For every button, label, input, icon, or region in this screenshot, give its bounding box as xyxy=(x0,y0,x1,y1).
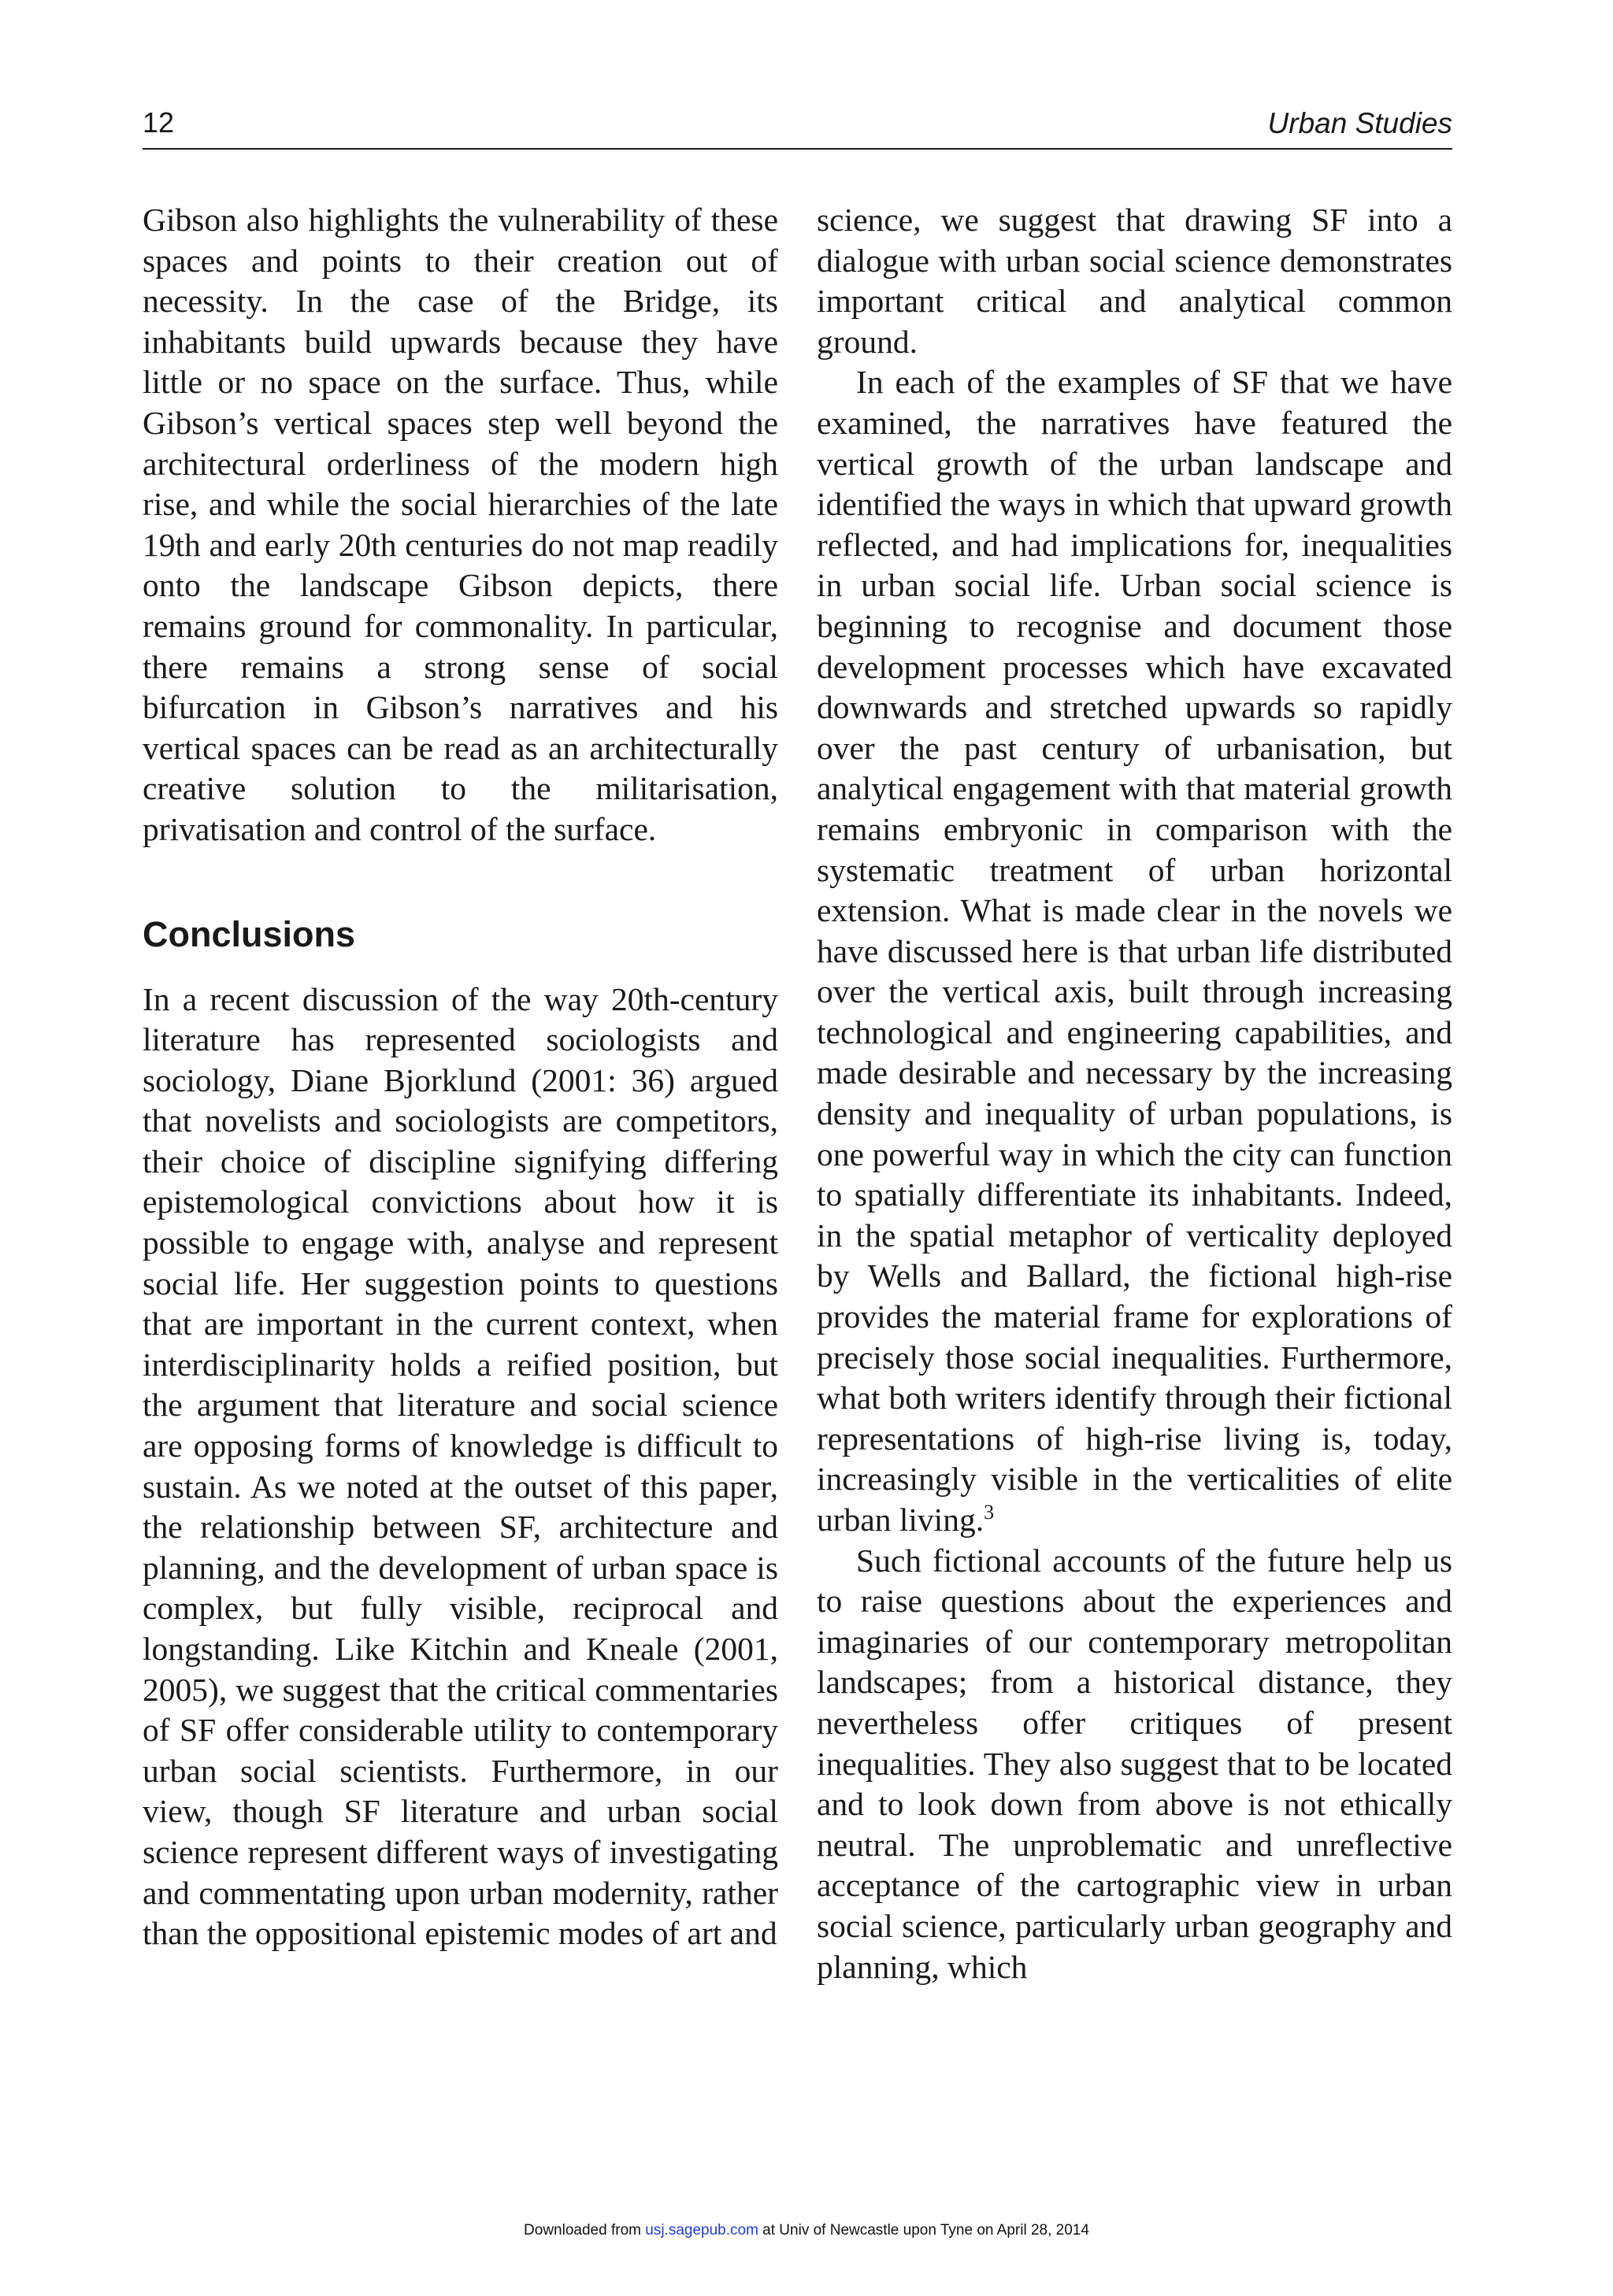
paragraph-text: In each of the examples of SF that we have examined, the narratives have featured the vertical growth of the urban landscape and identified the ways in which that upward growth reflected, and had implications for, inequalities in urban social life. Urban social science is beginning to recognise and document those development processes which have excavated downwards and stretched upwards so rapidly over the past century of urbanisation, but analytical engagement with that material growth remains embryonic in comparison with the systematic treatment of urban horizontal extension. What is made clear in the novels we have discussed here is that urban life distributed over the vertical axis, built through increasing technological and engineering capabilities, and made desirable and necessary by the increasing density and inequality of urban populations, is one powerful way in which the city can function to spatially differentiate its inhabitants. Indeed, in the spatial metaphor of verticality deployed by Wells and Ballard, the fictional high-rise provides the material frame for explorations of precisely those social inequalities. Furthermore, what both writers identify through their fictional representations of high-rise living is, today, increasingly visible in the verticalities of elite urban living. xyxy=(817,364,1452,1538)
body-paragraph: In a recent discussion of the way 20th-century literature has represented sociologists and sociology, Diane Bjorklund (2001: 36) argued that novelists and sociologists are competitors, their choice of discipline signifying differing epistemological convictions about how it is possible to engage with, analyse and represent social life. Her suggestion points to questions that are important in the current context, when interdisciplinarity holds a reified position, but the argument that literature and social science are opposing forms of knowledge is difficult to sustain. As we noted at the outset of this paper, the relationship between SF, architecture and planning, and the development of urban space is complex, but fully visible, reciprocal and longstanding. Like Kitchin and Kneale (2001, 2005), we suggest that the critical commentaries of SF offer considerable utility to contemporary urban social scientists. Furthermore, in our view, though SF literature and urban social science represent different ways of investigating and commentating upon urban modernity, rather than the oppositional epistemic modes of art and xyxy=(143,980,778,1952)
section-heading: Conclusions xyxy=(143,913,356,954)
right-column xyxy=(817,200,1452,1987)
header-rule xyxy=(143,148,1452,150)
footnote-marker[interactable]: 3 xyxy=(984,1501,995,1524)
footer-link[interactable]: usj.sagepub.com xyxy=(645,2222,758,2239)
body-paragraph xyxy=(817,362,1452,1540)
left-column xyxy=(143,200,778,1954)
download-footer xyxy=(0,2222,1613,2239)
body-paragraph: Such fictional accounts of the future help us to raise questions about the experiences and imaginaries of our contemporary metropolitan landscapes; from a historical distance, they nevertheless offer critiques of present inequalities. They also suggest that to be located and to look down from above is not ethically neutral. The unproblematic and unreflective acceptance of the cartographic view in urban social science, particularly urban geography and planning, which xyxy=(817,1542,1452,1985)
body-paragraph: Gibson also highlights the vulnerability of these spaces and points to their creation out of necessity. In the case of the Bridge, its inhabitants build upwards because they have little or no space on the surface. Thus, while Gibson’s vertical spaces step well beyond the architectural orderliness of the modern high rise, and while the social hierarchies of the late 19th and early 20th centuries do not map readily onto the landscape Gibson depicts, there remains ground for commonality. In particular, there remains a strong sense of social bifurcation in Gibson’s narratives and his vertical spaces can be read as an architecturally creative solution to the militarisation, privatisation and control of the surface. xyxy=(143,202,778,847)
journal-title: Urban Studies xyxy=(1267,107,1452,139)
footer-suffix: at Univ of Newcastle upon Tyne on April 28, 2014 xyxy=(758,2222,1089,2239)
body-paragraph: science, we suggest that drawing SF into a dialogue with urban social science demonstrates important critical and analytical common ground. xyxy=(817,202,1452,360)
page-number: 12 xyxy=(143,106,175,139)
footer-prefix: Downloaded from xyxy=(524,2222,646,2239)
